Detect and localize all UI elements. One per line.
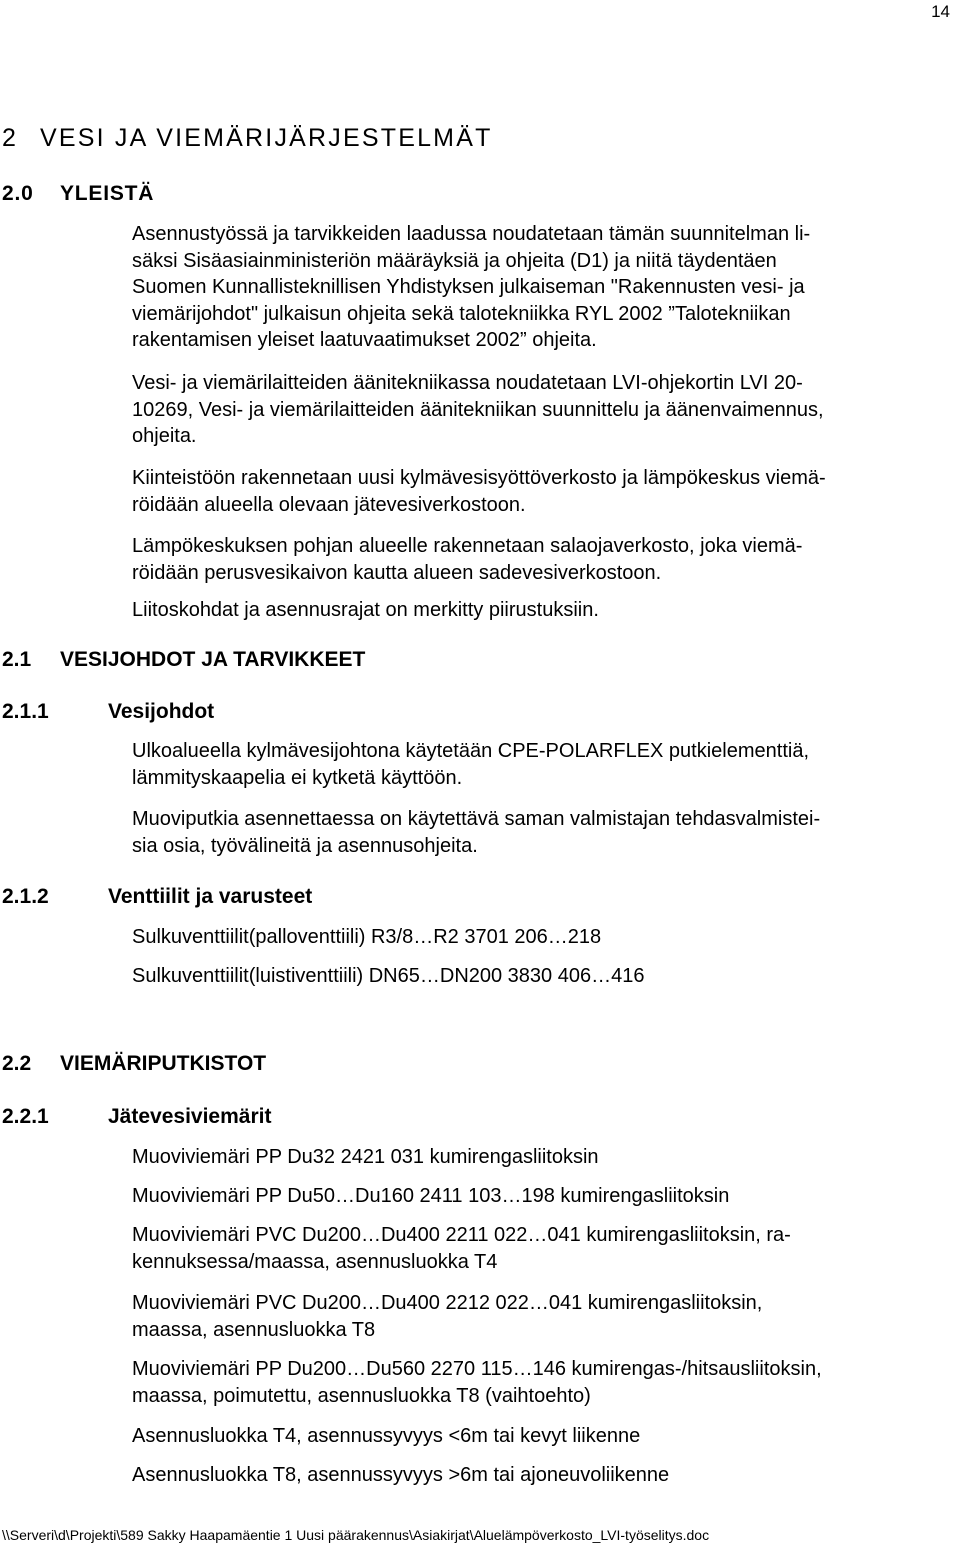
section-2-1-title: VESIJOHDOT JA TARVIKKEET xyxy=(60,648,366,671)
section-2-1-2-heading xyxy=(2,885,312,909)
section-2-1-heading xyxy=(2,648,365,672)
text-line: röidään alueella olevaan jätevesiverkostoon. xyxy=(132,493,526,516)
paragraph-outdoor-water-pipe xyxy=(132,738,954,791)
text-line: maassa, asennusluokka T8 xyxy=(132,1318,376,1341)
valve-item-ball xyxy=(132,924,954,951)
text-line: Muoviviemäri PP Du200…Du560 2270 115…146 kumirengas-/hitsausliitoksin, xyxy=(132,1358,822,1380)
text-line: Muoviviemäri PP Du32 2421 031 kumirengasliitoksin xyxy=(132,1146,599,1168)
text-line: Sulkuventtiilit(palloventtiili) R3/8…R2 3701 206…218 xyxy=(132,926,602,948)
paragraph-drainage-network xyxy=(132,533,954,586)
footer-file-path: \\Serveri\d\Projekti\589 Sakky Haapamäentie 1 Uusi päärakennus\Asiakirjat\Aluelämpöverkosto_LVI-työselitys.doc xyxy=(2,1527,710,1543)
paragraph-plastic-pipes xyxy=(132,806,954,859)
section-2-heading xyxy=(2,124,493,153)
text-line: Sulkuventtiilit(luistiventtiili) DN65…DN200 3830 406…416 xyxy=(132,965,645,987)
text-line: röidään perusvesikaivon kautta alueen sadevesiverkostoon. xyxy=(132,561,662,584)
sewer-item xyxy=(132,1222,954,1275)
section-2-1-1-heading xyxy=(2,700,214,724)
section-2-2-heading xyxy=(2,1052,266,1076)
text-line: sia osia, työvälineitä ja asennusohjeita. xyxy=(132,834,478,857)
section-2-1-1-title: Vesijohdot xyxy=(108,700,215,723)
section-2-1-2-title: Venttiilit ja varusteet xyxy=(108,885,313,908)
text-line: viemärijohdot" julkaisun ohjeita sekä talotekniikka RYL 2002 ”Talotekniikan xyxy=(132,302,791,325)
text-line: Asennustyössä ja tarvikkeiden laadussa noudatetaan tämän suunnitelman li- xyxy=(132,223,811,245)
section-2-2-1-title: Jätevesiviemärit xyxy=(108,1105,272,1128)
page-number: 14 xyxy=(931,2,950,21)
installation-class-t8 xyxy=(132,1462,954,1489)
section-2-1-number: 2.1 xyxy=(2,648,32,671)
text-line: Muoviviemäri PP Du50…Du160 2411 103…198 kumirengasliitoksin xyxy=(132,1185,730,1207)
section-2-0-heading xyxy=(2,182,154,206)
sewer-item xyxy=(132,1144,954,1171)
text-line: Muoviviemäri PVC Du200…Du400 2211 022…041 kumirengasliitoksin, ra- xyxy=(132,1224,791,1246)
section-2-1-1-number: 2.1.1 xyxy=(2,700,49,723)
text-line: Muoviviemäri PVC Du200…Du400 2212 022…041 kumirengasliitoksin, xyxy=(132,1292,763,1314)
text-line: Kiinteistöön rakennetaan uusi kylmävesisyöttöverkosto ja lämpökeskus viemä- xyxy=(132,467,826,489)
text-line: kennuksessa/maassa, asennusluokka T4 xyxy=(132,1250,498,1273)
section-2-0-number: 2.0 xyxy=(2,182,34,205)
paragraph-standards xyxy=(132,221,954,354)
text-line: Suomen Kunnallisteknillisen Yhdistyksen julkaiseman "Rakennusten vesi- ja xyxy=(132,276,805,298)
text-line: Asennusluokka T4, asennussyvyys <6m tai kevyt liikenne xyxy=(132,1425,641,1447)
sewer-item xyxy=(132,1356,954,1409)
text-line: Lämpökeskuksen pohjan alueelle rakennetaan salaojaverkosto, joka viemä- xyxy=(132,535,803,557)
text-line: Vesi- ja viemärilaitteiden äänitekniikassa noudatetaan LVI-ohjekortin LVI 20- xyxy=(132,372,803,394)
section-2-1-2-number: 2.1.2 xyxy=(2,885,49,908)
section-2-0-title: YLEISTÄ xyxy=(60,182,155,205)
text-line: Asennusluokka T8, asennussyvyys >6m tai ajoneuvoliikenne xyxy=(132,1464,670,1486)
text-line: säksi Sisäasiainministeriön määräyksiä ja ohjeita (D1) ja niitä täydentäen xyxy=(132,249,777,272)
text-line: ohjeita. xyxy=(132,425,197,447)
section-2-2-title: VIEMÄRIPUTKISTOT xyxy=(60,1052,267,1075)
sewer-item xyxy=(132,1183,954,1210)
text-line: 10269, Vesi- ja viemärilaitteiden äänitekniikan suunnittelu ja äänenvaimennus, xyxy=(132,398,824,421)
valve-item-gate xyxy=(132,963,954,990)
text-line: Ulkoalueella kylmävesijohtona käytetään CPE-POLARFLEX putkielementtiä, xyxy=(132,740,810,762)
section-2-title: VESI JA VIEMÄRIJÄRJESTELMÄT xyxy=(40,124,493,152)
text-line: Liitoskohdat ja asennusrajat on merkitty piirustuksiin. xyxy=(132,599,599,621)
text-line: lämmityskaapelia ei kytketä käyttöön. xyxy=(132,766,463,789)
section-2-2-1-heading xyxy=(2,1105,271,1129)
paragraph-cold-water-network xyxy=(132,465,954,518)
paragraph-connection-points xyxy=(132,597,954,624)
text-line: Muoviputkia asennettaessa on käytettävä saman valmistajan tehdasvalmistei- xyxy=(132,808,821,830)
text-line: rakentamisen yleiset laatuvaatimukset 2002” ohjeita. xyxy=(132,329,597,351)
section-2-number: 2 xyxy=(2,124,19,152)
section-2-2-1-number: 2.2.1 xyxy=(2,1105,49,1128)
installation-class-t4 xyxy=(132,1423,954,1450)
sewer-item xyxy=(132,1290,954,1343)
paragraph-acoustics xyxy=(132,370,954,450)
text-line: maassa, poimutettu, asennusluokka T8 (vaihtoehto) xyxy=(132,1384,591,1407)
section-2-2-number: 2.2 xyxy=(2,1052,32,1075)
